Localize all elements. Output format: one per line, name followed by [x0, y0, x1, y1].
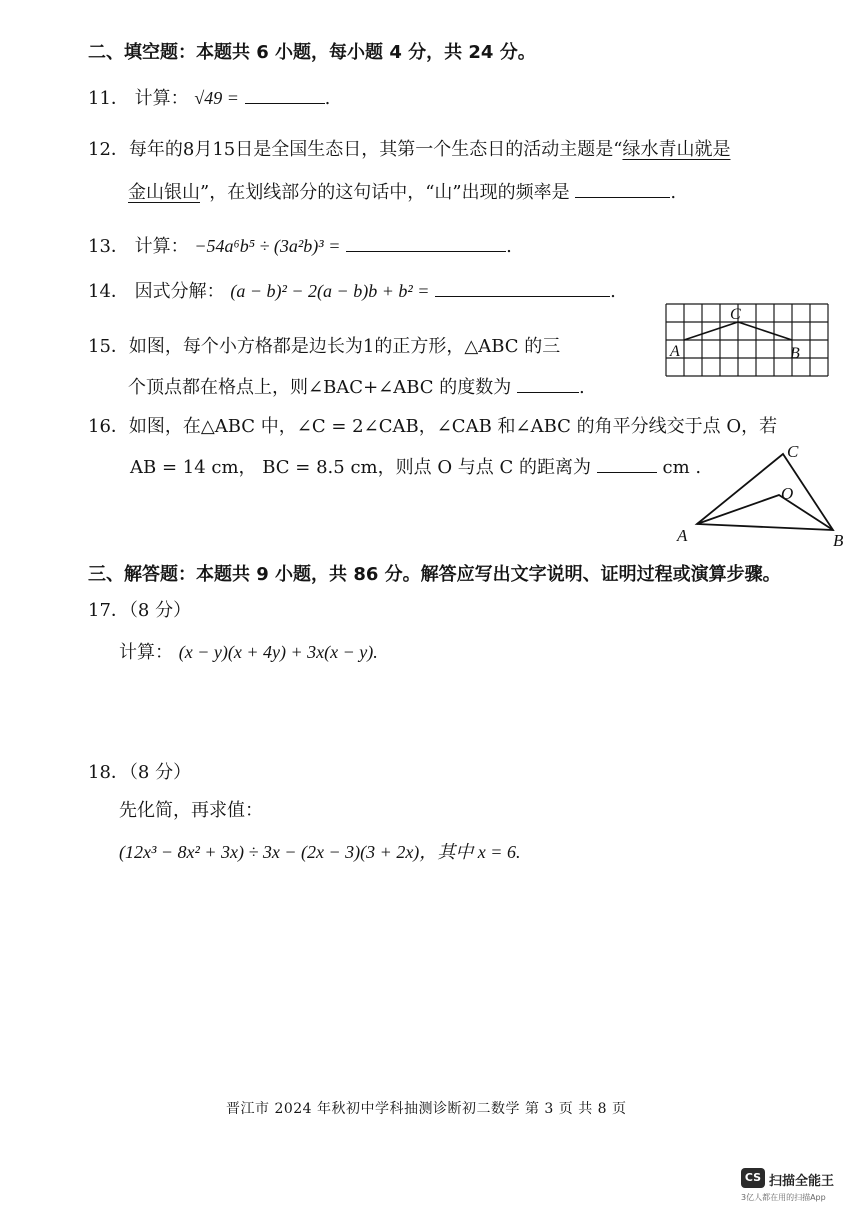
question-18-instruction: 先化简，再求值： — [119, 800, 263, 821]
underlined-phrase: 金山银山 — [128, 182, 200, 203]
question-16-line-2 — [130, 453, 701, 479]
bisector-triangle-figure — [675, 438, 855, 550]
question-15-line-2 — [128, 373, 585, 399]
math-expression: √49 = — [194, 88, 239, 108]
question-end: . — [579, 377, 585, 398]
question-text: 计算： — [134, 236, 189, 257]
question-12-line-2 — [128, 178, 676, 204]
question-18-head: 18．（8 分） — [88, 762, 192, 783]
question-number: 14． — [88, 281, 129, 302]
question-end: . — [324, 88, 331, 109]
page-footer: 晋江市 2024 年秋初中学科抽测诊断初二数学 第 3 页 共 8 页 — [226, 1101, 627, 1117]
question-number: 12． — [88, 139, 129, 160]
question-text: 每年的8月15日是全国生态日，其第一个生态日的活动主题是“ — [128, 139, 623, 160]
vertex-label-c: C — [787, 442, 799, 461]
question-text: 如图，在△ABC 中，∠C = 2∠CAB，∠CAB 和∠ABC 的角平分线交于点 O，若 — [128, 416, 778, 437]
triangle-abc — [697, 454, 833, 530]
question-end: . — [506, 236, 512, 257]
question-number: 11． — [88, 88, 129, 109]
scanner-app-tagline: 3亿人都在用的扫描App — [741, 1193, 826, 1202]
section-title-solutions: 三、解答题：本题共 9 小题，共 86 分。解答应写出文字说明、证明过程或演算步骤。 — [88, 564, 781, 585]
question-18-expression: (12x³ − 8x² + 3x) ÷ 3x − (2x − 3)(3 + 2x)，其中 x = 6. — [119, 842, 521, 862]
question-text: 个顶点都在格点上，则∠BAC+∠ABC 的度数为 — [128, 377, 512, 398]
math-expression: (a − b)² − 2(a − b)b + b² = — [230, 281, 430, 301]
question-12-line-1 — [88, 135, 730, 161]
unit-text: cm . — [662, 457, 702, 478]
answer-blank — [245, 87, 325, 104]
question-15-line-1 — [88, 332, 560, 358]
section-title-fill-in: 二、填空题：本题共 6 小题，每小题 4 分，共 24 分。 — [88, 42, 536, 63]
question-14 — [88, 277, 616, 303]
question-text: AB = 14 cm， BC = 8.5 cm，则点 O 与点 C 的距离为 — [130, 457, 592, 478]
question-16-line-1 — [88, 412, 777, 438]
grid-lines — [666, 304, 828, 376]
underlined-phrase: 绿水青山就是 — [622, 139, 731, 160]
question-11 — [88, 84, 330, 110]
vertex-label-b: B — [833, 531, 844, 550]
question-text: 计算： — [134, 88, 189, 109]
question-17-head: 17．（8 分） — [88, 600, 192, 621]
vertex-label-b: B — [790, 345, 800, 362]
question-17-body — [119, 638, 378, 664]
scanner-app-name: 扫描全能王 — [769, 1174, 835, 1189]
question-number: 15． — [88, 336, 129, 357]
point-label-o: O — [781, 484, 794, 503]
answer-blank — [517, 376, 579, 393]
question-text: 计算： — [119, 642, 173, 663]
answer-blank — [435, 280, 610, 297]
question-text: ”，在划线部分的这句话中，“山”出现的频率是 — [200, 182, 570, 203]
answer-blank — [346, 235, 506, 252]
math-expression: (x − y)(x + 4y) + 3x(x − y). — [178, 642, 378, 662]
scanner-logo-icon: CS — [741, 1168, 765, 1188]
grid-triangle-figure — [660, 298, 835, 388]
answer-blank — [575, 181, 670, 198]
question-end: . — [670, 182, 677, 203]
question-13 — [88, 232, 512, 258]
question-text: 如图，每个小方格都是边长为1的正方形，△ABC 的三 — [128, 336, 561, 357]
question-end: . — [610, 281, 616, 302]
question-number: 16． — [88, 416, 129, 437]
answer-blank — [597, 456, 657, 473]
vertex-label-a: A — [670, 343, 680, 360]
vertex-label-c: C — [730, 306, 741, 323]
question-number: 13． — [88, 236, 129, 257]
vertex-label-a: A — [677, 526, 688, 545]
math-expression: −54a⁶b⁵ ÷ (3a²b)³ = — [194, 236, 341, 256]
question-text: 因式分解： — [134, 281, 225, 302]
